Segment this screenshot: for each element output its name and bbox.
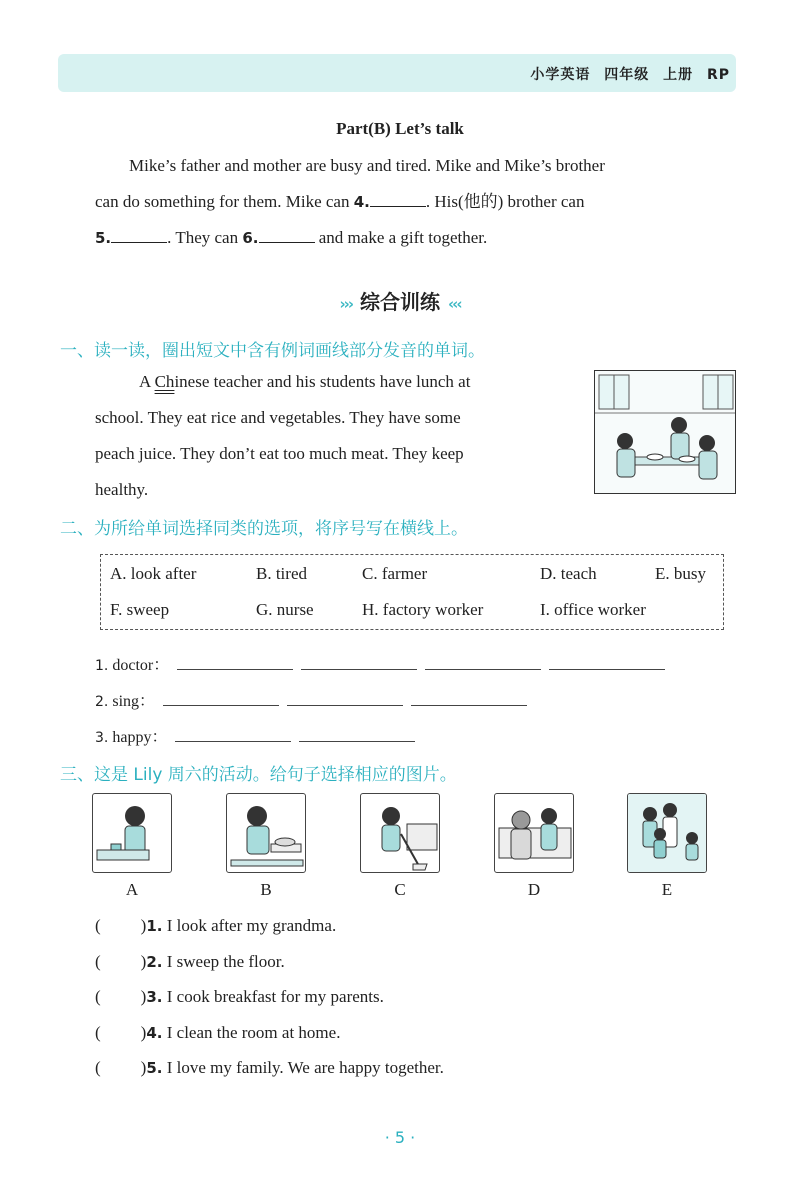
picture-label-e: E — [661, 880, 673, 899]
option-e: E. busy — [655, 564, 706, 583]
option-a: A. look after — [110, 564, 197, 583]
sentence-2: ( )2. I sweep the floor. — [95, 952, 285, 971]
answer-blank[interactable] — [299, 726, 415, 742]
part-b-title: Part(B) Let’s talk — [336, 119, 464, 138]
option-g: G. nurse — [256, 600, 314, 619]
q3-title: 三、这是 Lily 周六的活动。给句子选择相应的图片。 — [60, 765, 457, 785]
option-d: D. teach — [540, 564, 597, 583]
answer-blank[interactable] — [163, 690, 279, 706]
q2-item-1: 1. doctor： — [95, 652, 665, 675]
blank-5[interactable] — [111, 229, 167, 243]
picture-b — [226, 793, 306, 873]
section-banner — [0, 286, 800, 315]
answer-blank[interactable] — [177, 654, 293, 670]
q2-item-2: 2. sing： — [95, 688, 527, 711]
sentence-5: ( )5. I love my family. We are happy together. — [95, 1058, 444, 1077]
option-c: C. farmer — [362, 564, 428, 583]
q1-line4: healthy. — [95, 480, 149, 499]
sentence-1: ( )1. I look after my grandma. — [95, 916, 337, 935]
q1-line2: school. They eat rice and vegetables. They have some — [95, 408, 461, 427]
answer-blank[interactable] — [287, 690, 403, 706]
answer-blank[interactable] — [411, 690, 527, 706]
option-b: B. tired — [256, 564, 307, 583]
example-underline: Ch — [154, 372, 175, 391]
q2-title: 二、为所给单词选择同类的选项，将序号写在横线上。 — [60, 519, 468, 539]
page-number: · 5 · — [384, 1128, 416, 1147]
picture-label-b: B — [260, 880, 272, 899]
header-label: 小学英语 四年级 上册 RP — [530, 67, 730, 83]
sentence-3: ( )3. I cook breakfast for my parents. — [95, 987, 384, 1006]
picture-c — [360, 793, 440, 873]
q1-line1: A Chinese teacher and his students have lunch at — [139, 372, 471, 391]
part-b-line3: 5. . They can 6. and make a gift together. — [95, 228, 488, 247]
answer-blank[interactable] — [301, 654, 417, 670]
q1-title: 一、读一读，圈出短文中含有例词画线部分发音的单词。 — [60, 341, 485, 361]
sentence-4: ( )4. I clean the room at home. — [95, 1023, 341, 1042]
picture-d — [494, 793, 574, 873]
part-b-line1: Mike’s father and mother are busy and tired. Mike and Mike’s brother — [129, 156, 605, 175]
picture-label-a: A — [125, 880, 139, 899]
section-title: 综合训练 — [360, 290, 440, 314]
option-i: I. office worker — [540, 600, 646, 619]
chevron-right-icon: ››› — [339, 295, 352, 313]
picture-e — [627, 793, 707, 873]
picture-label-c: C — [394, 880, 406, 899]
picture-a — [92, 793, 172, 873]
answer-blank[interactable] — [175, 726, 291, 742]
chevron-left-icon: ‹‹‹ — [448, 295, 461, 313]
lunch-illustration — [594, 370, 736, 494]
q2-item-3: 3. happy： — [95, 724, 415, 747]
part-b-line2: can do something for them. Mike can 4. . His(他的) brother can — [95, 192, 585, 211]
blank-6[interactable] — [259, 229, 315, 243]
picture-label-d: D — [527, 880, 541, 899]
q1-line3: peach juice. They don’t eat too much meat. They keep — [95, 444, 464, 463]
blank-4[interactable] — [370, 193, 426, 207]
answer-blank[interactable] — [549, 654, 665, 670]
answer-blank[interactable] — [425, 654, 541, 670]
option-h: H. factory worker — [362, 600, 484, 619]
option-f: F. sweep — [110, 600, 170, 619]
